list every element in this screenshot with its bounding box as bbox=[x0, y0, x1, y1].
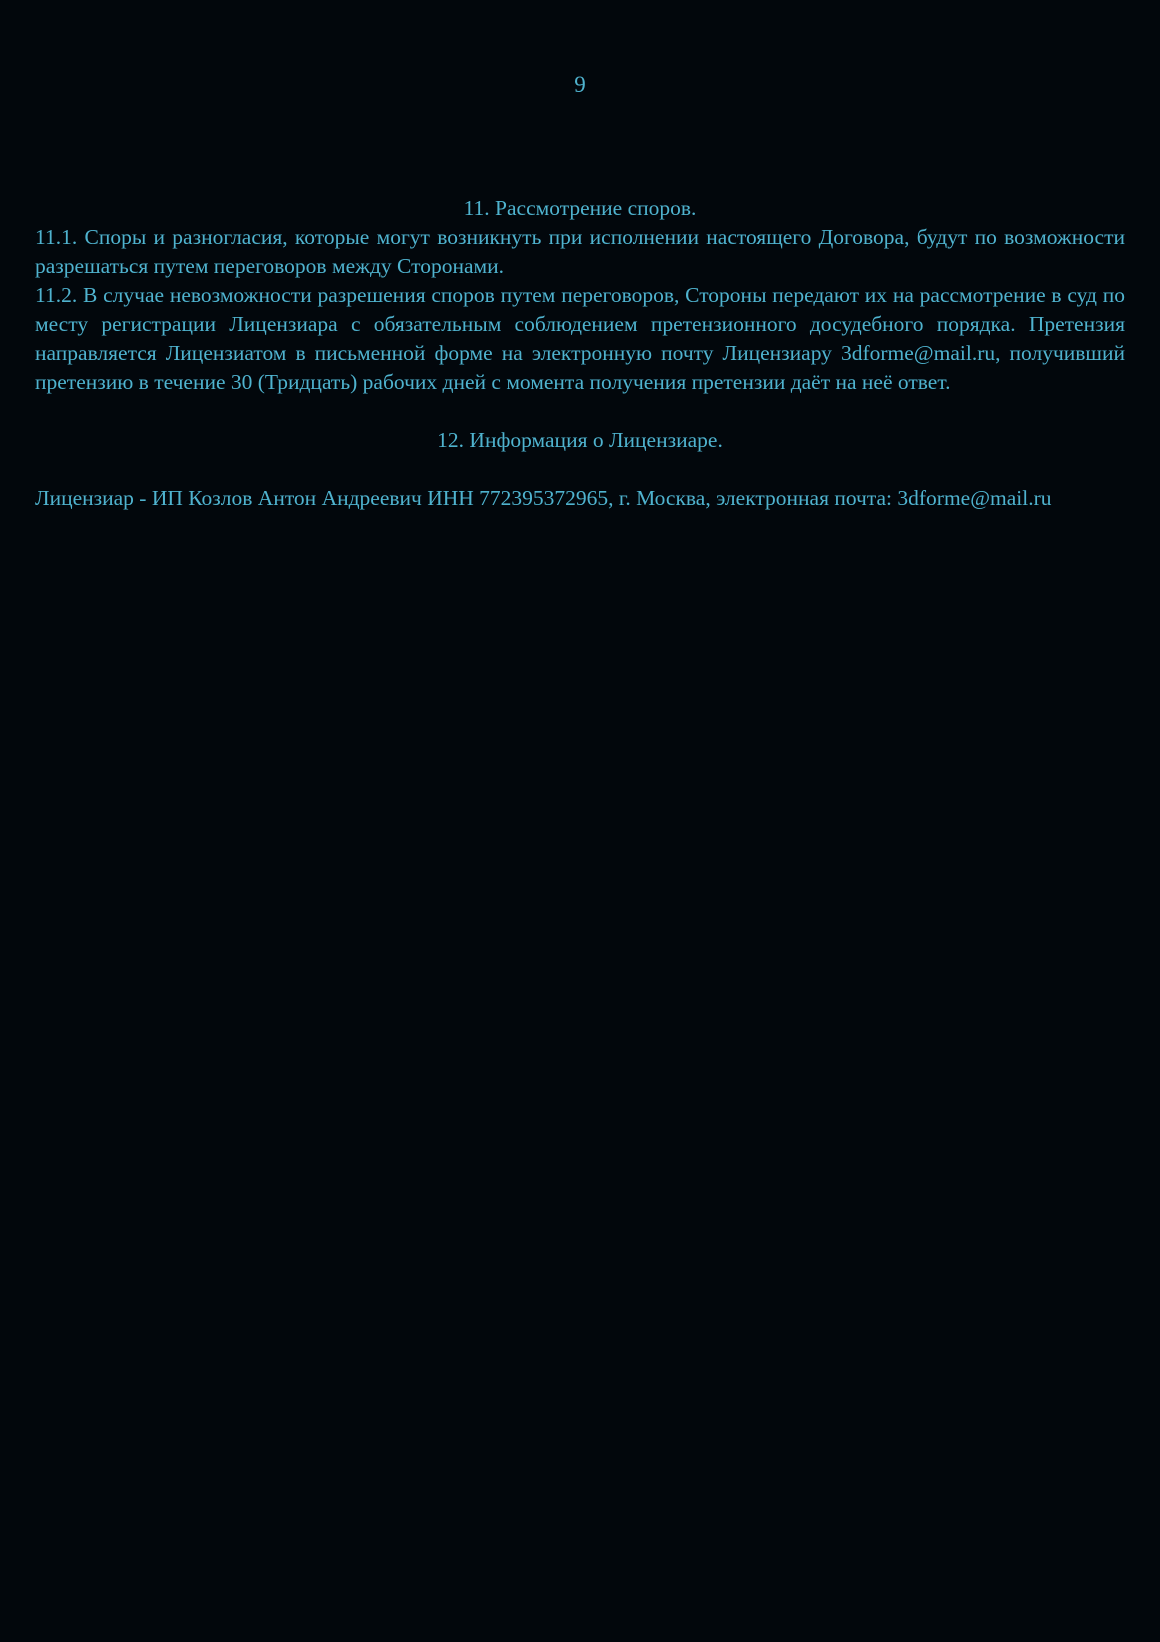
licensor-info-paragraph: Лицензиар - ИП Козлов Антон Андреевич ИНН 772395372965, г. Москва, электронная почта: 3dforme@mail.ru bbox=[35, 486, 1052, 510]
section-11-paragraph-2: 11.2. В случае невозможности разрешения споров путем переговоров, Стороны передают их на рассмотрение в суд по месту регистрации Лицензиара с обязательным соблюдением претензионного досудебного порядка. Претензия направляется Лицензиатом в письменной форме на электронную почту Лицензиару 3dforme@mail.ru, получивший претензию в течение 30 (Тридцать) рабочих дней с момента получения претензии даёт на неё ответ. bbox=[35, 283, 1125, 394]
page-number: 9 bbox=[574, 72, 586, 97]
section-12-heading: 12. Информация о Лицензиаре. bbox=[437, 428, 723, 452]
section-spacer bbox=[35, 397, 1125, 426]
section-11-heading: 11. Рассмотрение споров. bbox=[463, 196, 697, 220]
document-body bbox=[35, 194, 1125, 513]
section-spacer bbox=[35, 455, 1125, 484]
section-11-paragraph-1: 11.1. Споры и разногласия, которые могут возникнуть при исполнении настоящего Договора, будут по возможности разрешаться путем переговоров между Сторонами. bbox=[35, 225, 1125, 278]
